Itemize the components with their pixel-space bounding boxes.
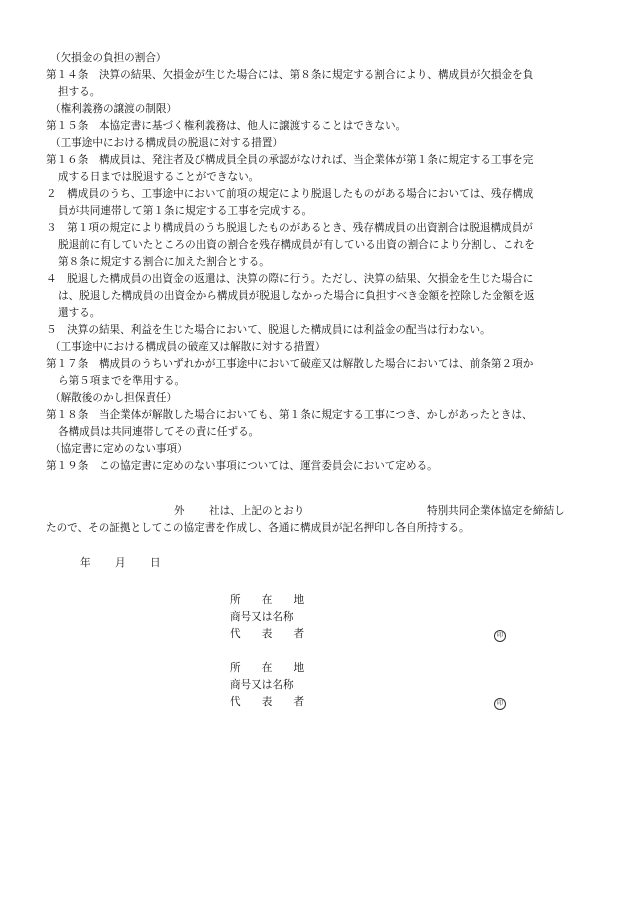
article-16-text-cont: 成する日までは脱退することができない。 <box>58 171 260 183</box>
closing-statement: たので、その証拠としてこの協定書を作成し、各通に構成員が記名押印し各自所持する。 <box>46 522 470 534</box>
article-14-text: 第１４条 決算の結果、欠損金が生じた場合には、第８条に規定する割合により、構成員が欠損金を負 <box>46 69 534 81</box>
article-16-heading: （工事途中における構成員の脱退に対する措置） <box>50 137 284 149</box>
article-16-para-3-cont: 脱退前に有していたところの出資の割合を残存構成員が有している出資の割合により分割し、これを <box>58 239 535 251</box>
article-16-para-2: ２ 構成員のうち、工事途中において前項の規定により脱退したものがある場合においては、残存構成 <box>46 188 534 200</box>
article-15-heading: （権利義務の譲渡の制限） <box>50 103 178 115</box>
article-16-para-2-cont: 員が共同連帯して第１条に規定する工事を完成する。 <box>58 205 313 217</box>
article-16-text: 第１６条 構成員は、発注者及び構成員全員の承認がなければ、当企業体が第１条に規定する工事を完 <box>46 154 534 166</box>
article-17-text-cont: ら第５項までを準用する。 <box>58 375 186 387</box>
article-15-text: 第１５条 本協定書に基づく権利義務は、他人に譲渡することはできない。 <box>46 120 407 132</box>
signature-2-address-label: 所 在 地 <box>230 662 305 674</box>
signature-1-seal-icon: 印 <box>494 630 506 642</box>
article-16-para-4-cont: は、脱退した構成員の出資金から構成員が脱退しなかった場合に負担すべき金額を控除した金額を返 <box>58 290 535 302</box>
signature-2-seal-icon: 印 <box>494 698 506 710</box>
article-18-text: 第１８条 当企業体が解散した場合においても、第１条に規定する工事につき、かしがあったときは、 <box>46 409 533 421</box>
signature-1-representative-label: 代 表 者 <box>230 628 305 640</box>
signature-2-representative-label: 代 表 者 <box>230 696 305 708</box>
signature-1-name-label: 商号又は名称 <box>230 611 294 623</box>
signature-2-name-label: 商号又は名称 <box>230 679 294 691</box>
article-17-text: 第１７条 構成員のうちいずれかが工事途中において破産又は解散した場合においては、前条第２項か <box>46 358 534 370</box>
article-14-text-cont: 担する。 <box>58 86 101 98</box>
article-16-para-4-cont2: 還する。 <box>58 307 101 319</box>
article-18-heading: （解散後のかし担保責任） <box>50 392 178 404</box>
article-19-heading: （協定書に定めのない事項） <box>50 443 188 455</box>
closing-agreement-text: 特別共同企業体協定を締結し <box>427 505 565 517</box>
article-16-para-3-cont2: 第８条に規定する割合に加えた割合とする。 <box>58 256 270 268</box>
article-16-para-3: ３ 第１項の規定により構成員のうち脱退したものがあるとき、残存構成員の出資割合は脱退構成員が <box>46 222 533 234</box>
signature-1-address-label: 所 在 地 <box>230 594 305 606</box>
closing-company-text: 社は、上記のとおり <box>209 505 305 517</box>
date-year: 年 <box>80 557 91 569</box>
closing-party-count: 外 <box>174 505 185 517</box>
article-19-text: 第１９条 この協定書に定めのない事項については、運営委員会において定める。 <box>46 460 438 472</box>
article-17-heading: （工事途中における構成員の破産又は解散に対する措置） <box>50 341 326 353</box>
article-16-para-4: ４ 脱退した構成員の出資金の返還は、決算の際に行う。ただし、決算の結果、欠損金を生じた場合に <box>46 273 534 285</box>
article-16-para-5: ５ 決算の結果、利益を生じた場合において、脱退した構成員には利益金の配当は行わない。 <box>46 324 491 336</box>
article-14-heading: （欠損金の負担の割合） <box>50 52 167 64</box>
date-day: 日 <box>150 557 161 569</box>
article-18-text-cont: 各構成員は共同連帯してその責に任ずる。 <box>58 426 260 438</box>
date-month: 月 <box>115 557 126 569</box>
